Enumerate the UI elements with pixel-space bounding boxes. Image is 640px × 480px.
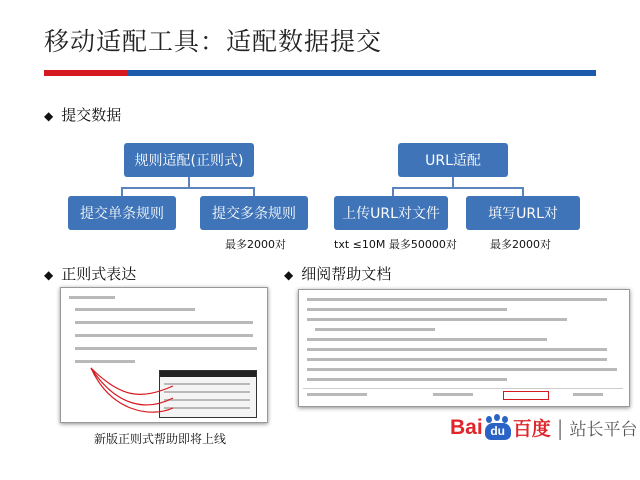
section-regex-label: 正则式表达 bbox=[61, 265, 137, 283]
connector bbox=[121, 187, 254, 189]
connector bbox=[392, 187, 523, 189]
connector bbox=[392, 187, 394, 196]
url-adapt-box: URL适配 bbox=[398, 143, 508, 177]
connector bbox=[522, 187, 524, 196]
section-help-heading bbox=[284, 263, 391, 284]
section-submit-heading bbox=[44, 104, 121, 125]
logo-baidu: 百度 bbox=[512, 418, 551, 440]
bullet-diamond-icon: ◆ bbox=[284, 268, 294, 282]
multi-rule-box: 提交多条规则 bbox=[200, 196, 308, 230]
help-doc-screenshot bbox=[298, 289, 630, 407]
regex-caption: 新版正则式帮助即将上线 bbox=[94, 432, 227, 446]
logo-du: du bbox=[485, 423, 511, 440]
upload-url-file-box: 上传URL对文件 bbox=[334, 196, 448, 230]
section-submit-label: 提交数据 bbox=[61, 106, 122, 124]
connector bbox=[121, 187, 123, 196]
regex-rule-box: 规则适配(正则式) bbox=[124, 143, 254, 177]
fill-url-box: 填写URL对 bbox=[466, 196, 580, 230]
section-regex-heading bbox=[44, 263, 136, 284]
fill-url-limit: 最多2000对 bbox=[490, 238, 551, 251]
bullet-diamond-icon: ◆ bbox=[44, 268, 54, 282]
section-help-label: 细阅帮助文档 bbox=[301, 265, 392, 283]
title-underline-blue bbox=[128, 70, 596, 76]
logo-platform: 站长平台 bbox=[569, 420, 638, 440]
regex-help-screenshot bbox=[60, 287, 268, 423]
bullet-diamond-icon: ◆ bbox=[44, 109, 54, 123]
logo-bai: Bai bbox=[450, 415, 483, 439]
paw-icon bbox=[484, 416, 512, 440]
title-underline-red bbox=[44, 70, 128, 76]
logo-separator: | bbox=[556, 415, 564, 440]
slide-title: 移动适配工具：适配数据提交 bbox=[44, 27, 383, 56]
connector bbox=[253, 187, 255, 196]
upload-url-file-limit: txt ≤10M 最多50000对 bbox=[334, 238, 457, 251]
single-rule-box: 提交单条规则 bbox=[68, 196, 176, 230]
baidu-webmaster-logo bbox=[450, 414, 637, 441]
multi-rule-limit: 最多2000对 bbox=[225, 238, 286, 251]
